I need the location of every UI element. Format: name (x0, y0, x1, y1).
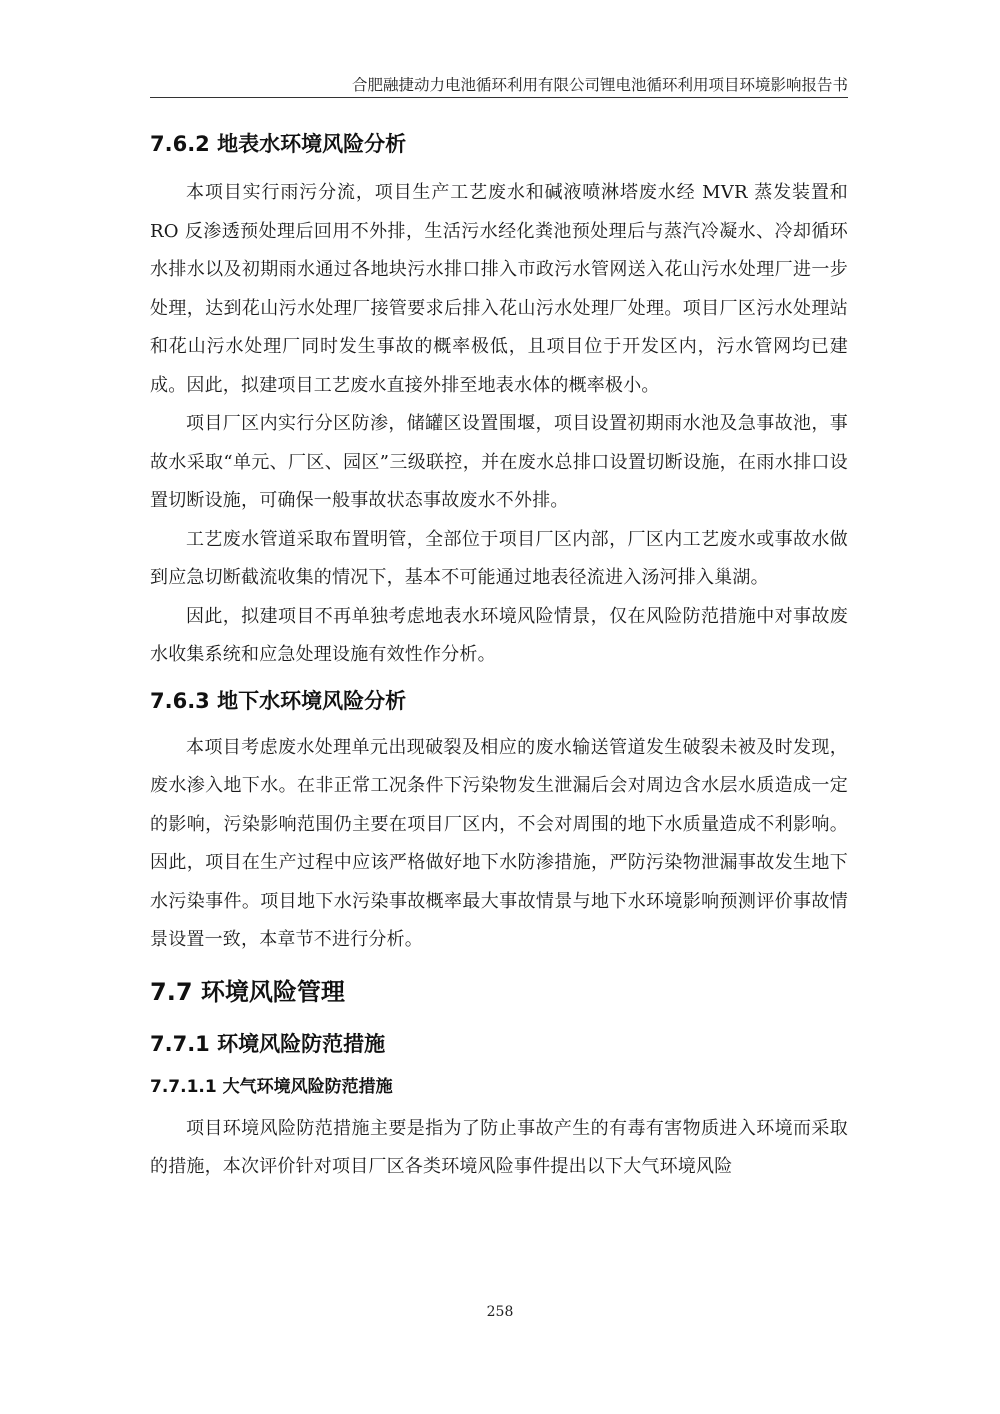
section-heading-7-6-2: 7.6.2 地表水环境风险分析 (150, 132, 407, 156)
paragraph: 项目环境风险防范措施主要是指为了防止事故产生的有毒有害物质进入环境而采取的措施，本次评价针对项目厂区各类环境风险事件提出以下大气环境风险 (150, 1117, 848, 1177)
chapter-heading-7-7: 7.7 环境风险管理 (150, 977, 345, 1006)
header-divider (150, 97, 848, 98)
section-heading-7-7-1: 7.7.1 环境风险防范措施 (150, 1031, 386, 1056)
paragraph: 工艺废水管道采取布置明管，全部位于项目厂区内部，厂区内工艺废水或事故水做到应急切断截流收集的情况下，基本不可能通过地表径流进入汤河排入巢湖。 (150, 528, 848, 588)
subsection-heading-7-7-1-1: 7.7.1.1 大气环境风险防范措施 (150, 1076, 393, 1097)
page-number: 258 (486, 1304, 514, 1320)
paragraph: 项目厂区内实行分区防渗，储罐区设置围堰，项目设置初期雨水池及急事故池，事故水采取“单元、厂区、园区”三级联控，并在废水总排口设置切断设施，在雨水排口设置切断设施，可确保一般事故状态事故废水不外排。 (150, 413, 848, 511)
paragraph: 本项目考虑废水处理单元出现破裂及相应的废水输送管道发生破裂未被及时发现，废水渗入地下水。在非正常工况条件下污染物发生泄漏后会对周边含水层水质造成一定的影响，污染影响范围仍主要在项目厂区内，不会对周围的地下水质量造成不利影响。因此，项目在生产过程中应该严格做好地下水防渗措施，严防污染物泄漏事故发生地下水污染事件。项目地下水污染事故概率最大事故情景与地下水环境影响预测评价事故情景设置一致，本章节不进行分析。 (150, 736, 848, 950)
section-heading-7-6-3: 7.6.3 地下水环境风险分析 (150, 688, 407, 713)
paragraph: 因此，拟建项目不再单独考虑地表水环境风险情景，仅在风险防范措施中对事故废水收集系统和应急处理设施有效性作分析。 (150, 605, 848, 665)
paragraph: 本项目实行雨污分流，项目生产工艺废水和碱液喷淋塔废水经 MVR 蒸发装置和 RO 反渗透预处理后回用不外排，生活污水经化粪池预处理后与蒸汽冷凝水、冷却循环水排水以及初期雨水通过各地块污水排口排入市政污水管网送入花山污水处理厂进一步处理，达到花山污水处理厂接管要求后排入花山污水处理厂处理。项目厂区污水处理站和花山污水处理厂同时发生事故的概率极低，且项目位于开发区内，污水管网均已建成。因此，拟建项目工艺废水直接外排至地表水体的概率极小。 (150, 182, 848, 396)
page-body (150, 128, 848, 1187)
running-header: 合肥融捷动力电池循环利用有限公司锂电池循环利用项目环境影响报告书 (351, 76, 848, 94)
